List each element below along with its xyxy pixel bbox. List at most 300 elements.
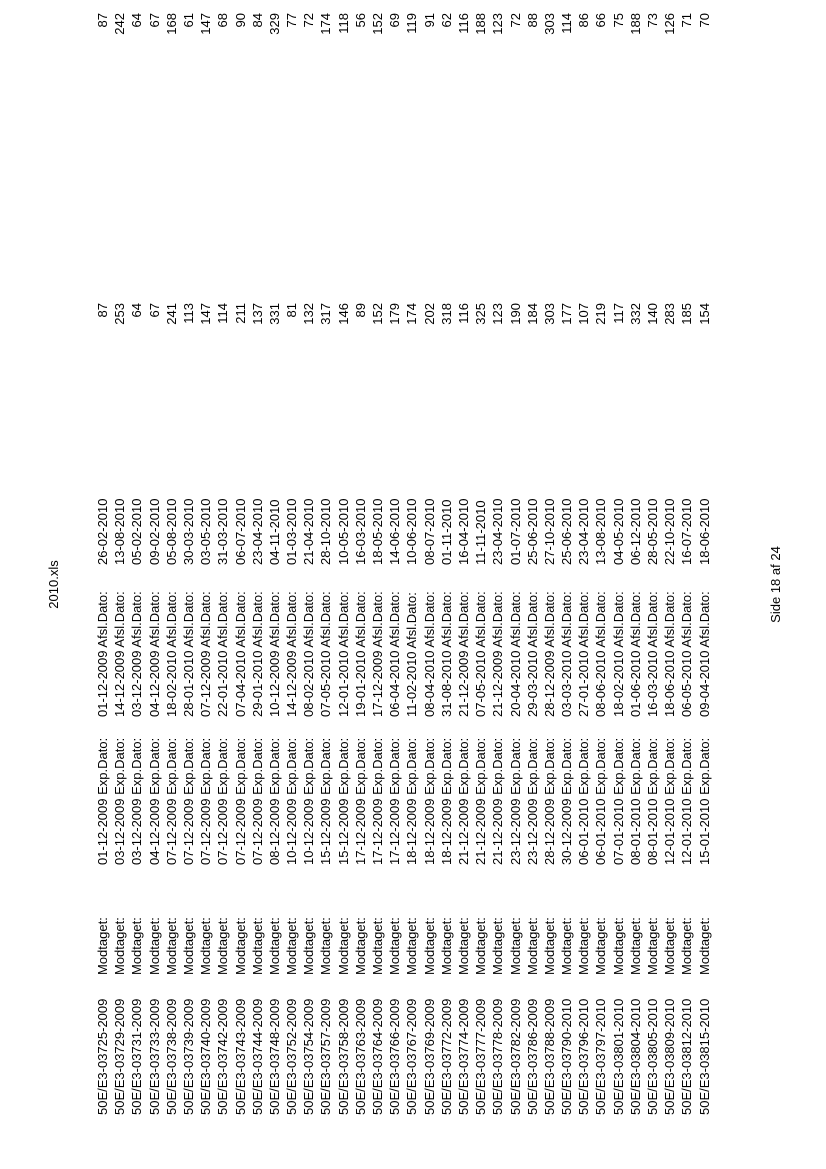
- exp-label: Exp.Dato:: [438, 737, 454, 795]
- received-exp-cell: [627, 738, 644, 865]
- received-exp-cell: [489, 738, 506, 865]
- exp-label: Exp.Dato:: [576, 737, 592, 795]
- received-exp-cell: [163, 738, 180, 865]
- closed-date: 03-05-2010: [198, 498, 214, 565]
- closed-date: 01-11-2010: [438, 499, 454, 565]
- received-exp-cell: [575, 738, 592, 865]
- case-id: 50E/E3-03778-2009: [490, 998, 506, 1115]
- total-days: 89: [352, 303, 368, 318]
- exp-label: Exp.Dato:: [421, 737, 437, 795]
- exp-label: Exp.Dato:: [301, 737, 317, 795]
- closed-label: Afsl.Dato:: [352, 591, 368, 648]
- total-days: 154: [696, 303, 712, 325]
- case-id: 50E/E3-03752-2009: [284, 998, 300, 1115]
- exp-date: 28-01-2010: [180, 650, 196, 717]
- received-date: 21-12-2009: [490, 798, 506, 865]
- exp-date: 07-04-2010: [232, 650, 248, 717]
- closed-label: Afsl.Dato:: [610, 591, 626, 648]
- table-row: [489, 15, 506, 1115]
- total-days: 87: [95, 303, 110, 318]
- closed-date: 27-10-2010: [541, 498, 557, 565]
- table-row: [644, 15, 661, 1115]
- exp-date: 03-12-2009: [129, 650, 145, 717]
- exp-date: 04-12-2009: [146, 650, 162, 717]
- closed-date: 05-08-2010: [163, 498, 179, 565]
- closed-label: Afsl.Dato:: [696, 591, 712, 648]
- received-date: 06-01-2010: [576, 798, 592, 865]
- received-label: Modtaget:: [679, 917, 695, 975]
- received-date: 17-12-2009: [370, 798, 385, 865]
- total-days: 113: [180, 303, 196, 324]
- received-exp-cell: [592, 738, 609, 865]
- exp-closed-cell: [507, 591, 524, 717]
- received-exp-cell: [197, 738, 214, 865]
- table-row: [128, 15, 145, 1115]
- case-id: 50E/E3-03740-2009: [198, 998, 214, 1115]
- total-days: 137: [249, 303, 265, 325]
- processing-days: 168: [163, 13, 179, 35]
- received-date: 21-12-2009: [473, 798, 489, 865]
- page-footer: Side 18 af 24: [768, 546, 783, 623]
- closed-label: Afsl.Dato:: [370, 591, 385, 648]
- received-date: 12-01-2010: [662, 798, 678, 865]
- closed-date: 08-07-2010: [421, 498, 437, 565]
- closed-date: 28-05-2010: [645, 498, 660, 565]
- closed-date: 10-05-2010: [335, 498, 351, 565]
- closed-label: Afsl.Dato:: [232, 591, 248, 648]
- exp-closed-cell: [146, 591, 163, 717]
- closed-date: 18-06-2010: [696, 498, 712, 565]
- exp-date: 19-01-2010: [352, 650, 368, 717]
- exp-label: Exp.Dato:: [593, 737, 609, 795]
- case-id: 50E/E3-03809-2010: [662, 998, 678, 1115]
- exp-date: 08-04-2010: [421, 650, 437, 717]
- table-row: [421, 15, 438, 1115]
- processing-days: 118: [335, 13, 351, 34]
- exp-label: Exp.Dato:: [215, 737, 231, 795]
- closed-label: Afsl.Dato:: [645, 591, 660, 648]
- received-exp-cell: [232, 738, 249, 865]
- exp-closed-cell: [610, 591, 627, 717]
- total-days: 132: [301, 303, 317, 325]
- received-date: 17-12-2009: [387, 798, 403, 865]
- received-exp-cell: [524, 738, 541, 865]
- closed-date: 04-11-2010: [266, 499, 282, 565]
- exp-date: 12-01-2010: [335, 650, 351, 717]
- exp-label: Exp.Dato:: [627, 737, 643, 795]
- closed-label: Afsl.Dato:: [576, 591, 592, 648]
- closed-date: 25-06-2010: [559, 498, 575, 565]
- exp-closed-cell: [283, 591, 300, 717]
- processing-days: 329: [266, 13, 282, 35]
- exp-closed-cell: [627, 591, 644, 717]
- received-exp-cell: [472, 738, 489, 865]
- received-exp-cell: [317, 738, 334, 865]
- received-date: 21-12-2009: [455, 798, 471, 865]
- total-days: 185: [679, 303, 695, 325]
- exp-label: Exp.Dato:: [473, 737, 489, 795]
- closed-date: 06-12-2010: [627, 498, 643, 565]
- closed-date: 11-11-2010: [473, 500, 489, 565]
- received-date: 07-12-2009: [180, 798, 196, 865]
- exp-date: 11-02-2010: [404, 651, 420, 717]
- processing-days: 68: [215, 13, 231, 28]
- table-row: [163, 15, 180, 1115]
- received-label: Modtaget:: [129, 917, 145, 975]
- exp-label: Exp.Dato:: [318, 737, 334, 795]
- total-days: 241: [163, 303, 179, 325]
- table-row: [592, 15, 609, 1115]
- closed-label: Afsl.Dato:: [284, 591, 300, 648]
- received-label: Modtaget:: [490, 917, 506, 975]
- exp-closed-cell: [558, 591, 575, 717]
- processing-days: 114: [559, 13, 575, 34]
- exp-date: 09-04-2010: [696, 650, 712, 717]
- exp-label: Exp.Dato:: [198, 737, 214, 795]
- received-exp-cell: [249, 738, 266, 865]
- closed-label: Afsl.Dato:: [163, 591, 179, 648]
- table-row: [283, 15, 300, 1115]
- exp-closed-cell: [386, 591, 403, 717]
- closed-label: Afsl.Dato:: [249, 591, 265, 648]
- case-id: 50E/E3-03769-2009: [421, 998, 437, 1115]
- received-label: Modtaget:: [215, 917, 231, 975]
- exp-date: 29-01-2010: [249, 650, 265, 717]
- received-date: 08-01-2010: [645, 798, 660, 865]
- total-days: 219: [593, 303, 609, 325]
- received-label: Modtaget:: [335, 917, 351, 975]
- exp-date: 18-02-2010: [163, 650, 179, 717]
- exp-date: 14-12-2009: [112, 650, 128, 717]
- total-days: 64: [129, 303, 145, 318]
- total-days: 211: [232, 303, 248, 324]
- closed-label: Afsl.Dato:: [627, 591, 643, 648]
- total-days: 147: [198, 303, 214, 325]
- total-days: 190: [507, 303, 523, 325]
- exp-closed-cell: [335, 591, 352, 717]
- received-label: Modtaget:: [266, 917, 282, 975]
- total-days: 303: [541, 303, 557, 325]
- closed-label: Afsl.Dato:: [473, 591, 489, 648]
- table-row: [266, 15, 283, 1115]
- closed-label: Afsl.Dato:: [455, 591, 471, 648]
- table-row: [610, 15, 627, 1115]
- received-date: 18-12-2009: [438, 798, 454, 865]
- exp-date: 22-01-2010: [215, 650, 231, 717]
- document-title: 2010.xls: [46, 560, 61, 609]
- received-date: 15-12-2009: [318, 798, 334, 865]
- exp-label: Exp.Dato:: [112, 737, 128, 795]
- case-id: 50E/E3-03757-2009: [318, 998, 334, 1115]
- processing-days: 86: [576, 13, 592, 28]
- case-id: 50E/E3-03797-2010: [593, 998, 609, 1115]
- closed-date: 09-02-2010: [146, 498, 162, 565]
- case-id: 50E/E3-03744-2009: [249, 998, 265, 1115]
- total-days: 146: [335, 303, 351, 325]
- received-date: 10-12-2009: [284, 798, 300, 865]
- closed-date: 16-07-2010: [679, 498, 695, 565]
- exp-closed-cell: [592, 591, 609, 717]
- received-date: 03-12-2009: [112, 798, 128, 865]
- closed-label: Afsl.Dato:: [129, 591, 145, 648]
- processing-days: 77: [284, 13, 300, 28]
- case-id: 50E/E3-03815-2010: [696, 998, 712, 1115]
- case-id: 50E/E3-03777-2009: [473, 998, 489, 1115]
- received-label: Modtaget:: [559, 917, 575, 975]
- exp-date: 03-03-2010: [559, 650, 575, 717]
- case-id: 50E/E3-03790-2010: [559, 998, 575, 1115]
- received-exp-cell: [438, 738, 455, 865]
- processing-days: 303: [541, 13, 557, 35]
- exp-date: 29-03-2010: [524, 650, 540, 717]
- received-date: 23-12-2009: [524, 798, 540, 865]
- closed-date: 01-07-2010: [507, 498, 523, 565]
- table-row: [369, 15, 386, 1115]
- closed-date: 23-04-2010: [576, 498, 592, 565]
- exp-closed-cell: [421, 591, 438, 717]
- exp-date: 18-06-2010: [662, 650, 678, 717]
- total-days: 325: [473, 303, 489, 325]
- closed-label: Afsl.Dato:: [146, 591, 162, 648]
- exp-closed-cell: [111, 591, 128, 717]
- exp-date: 31-08-2010: [438, 650, 454, 717]
- closed-date: 21-04-2010: [301, 498, 317, 565]
- processing-days: 64: [129, 13, 145, 28]
- received-label: Modtaget:: [95, 917, 110, 975]
- closed-date: 18-05-2010: [370, 498, 385, 565]
- exp-closed-cell: [678, 591, 695, 717]
- processing-days: 126: [662, 13, 678, 35]
- total-days: 177: [559, 303, 575, 325]
- received-exp-cell: [403, 738, 420, 865]
- total-days: 107: [576, 303, 592, 325]
- received-date: 07-12-2009: [198, 798, 214, 865]
- closed-label: Afsl.Dato:: [335, 591, 351, 648]
- closed-label: Afsl.Dato:: [524, 591, 540, 648]
- exp-closed-cell: [214, 591, 231, 717]
- exp-closed-cell: [128, 591, 145, 717]
- case-id: 50E/E3-03738-2009: [163, 998, 179, 1115]
- case-id: 50E/E3-03774-2009: [455, 998, 471, 1115]
- exp-label: Exp.Dato:: [284, 737, 300, 795]
- closed-label: Afsl.Dato:: [662, 591, 678, 648]
- received-exp-cell: [335, 738, 352, 865]
- processing-days: 174: [318, 13, 334, 35]
- processing-days: 67: [146, 13, 162, 28]
- processing-days: 72: [507, 13, 523, 28]
- closed-date: 05-02-2010: [129, 498, 145, 565]
- total-days: 332: [627, 303, 643, 325]
- exp-label: Exp.Dato:: [352, 737, 368, 795]
- case-id: 50E/E3-03743-2009: [232, 998, 248, 1115]
- case-id: 50E/E3-03748-2009: [266, 998, 282, 1115]
- received-exp-cell: [369, 738, 386, 865]
- case-id: 50E/E3-03786-2009: [524, 998, 540, 1115]
- received-exp-cell: [386, 738, 403, 865]
- case-id: 50E/E3-03804-2010: [627, 998, 643, 1115]
- total-days: 317: [318, 303, 334, 325]
- processing-days: 56: [352, 13, 368, 28]
- total-days: 184: [524, 303, 540, 325]
- table-row: [455, 15, 472, 1115]
- received-label: Modtaget:: [370, 917, 385, 975]
- exp-label: Exp.Dato:: [335, 737, 351, 795]
- received-label: Modtaget:: [232, 917, 248, 975]
- received-label: Modtaget:: [524, 917, 540, 975]
- received-exp-cell: [696, 738, 713, 865]
- exp-closed-cell: [94, 591, 111, 717]
- exp-date: 07-05-2010: [318, 650, 334, 717]
- closed-label: Afsl.Dato:: [679, 591, 695, 648]
- processing-days: 61: [180, 13, 196, 28]
- exp-label: Exp.Dato:: [559, 737, 575, 795]
- closed-label: Afsl.Dato:: [301, 591, 317, 648]
- exp-label: Exp.Dato:: [146, 737, 162, 795]
- exp-closed-cell: [524, 591, 541, 717]
- case-id: 50E/E3-03725-2009: [95, 998, 110, 1115]
- exp-label: Exp.Dato:: [129, 737, 145, 795]
- received-exp-cell: [266, 738, 283, 865]
- received-label: Modtaget:: [112, 917, 128, 975]
- table-row: [507, 15, 524, 1115]
- exp-closed-cell: [472, 591, 489, 717]
- processing-days: 66: [593, 13, 609, 28]
- received-label: Modtaget:: [541, 917, 557, 975]
- closed-date: 10-06-2010: [404, 498, 420, 565]
- exp-closed-cell: [249, 591, 266, 717]
- exp-closed-cell: [696, 591, 713, 717]
- processing-days: 75: [610, 13, 626, 28]
- case-id: 50E/E3-03742-2009: [215, 998, 231, 1115]
- received-date: 15-12-2009: [335, 798, 351, 865]
- received-date: 04-12-2009: [146, 798, 162, 865]
- closed-date: 22-10-2010: [662, 498, 678, 565]
- exp-date: 18-02-2010: [610, 650, 626, 717]
- processing-days: 188: [627, 13, 643, 35]
- processing-days: 123: [490, 13, 506, 35]
- processing-days: 72: [301, 13, 317, 28]
- record-list: [94, 15, 713, 1115]
- received-label: Modtaget:: [146, 917, 162, 975]
- received-exp-cell: [507, 738, 524, 865]
- exp-date: 21-12-2009: [455, 650, 471, 717]
- exp-closed-cell: [403, 592, 420, 717]
- exp-label: Exp.Dato:: [679, 737, 695, 795]
- received-exp-cell: [283, 738, 300, 865]
- received-exp-cell: [455, 738, 472, 865]
- received-date: 07-12-2009: [163, 798, 179, 865]
- exp-date: 21-12-2009: [490, 650, 506, 717]
- closed-date: 01-03-2010: [284, 498, 300, 565]
- closed-date: 14-06-2010: [387, 498, 403, 565]
- processing-days: 71: [679, 13, 695, 28]
- exp-closed-cell: [455, 591, 472, 717]
- case-id: 50E/E3-03764-2009: [370, 998, 385, 1115]
- received-label: Modtaget:: [455, 917, 471, 975]
- case-id: 50E/E3-03772-2009: [438, 998, 454, 1115]
- case-id: 50E/E3-03788-2009: [541, 998, 557, 1115]
- table-row: [696, 15, 713, 1115]
- received-exp-cell: [421, 738, 438, 865]
- closed-label: Afsl.Dato:: [318, 591, 334, 648]
- exp-label: Exp.Dato:: [163, 737, 179, 795]
- received-date: 08-12-2009: [266, 798, 282, 865]
- exp-label: Exp.Dato:: [95, 737, 110, 795]
- received-exp-cell: [94, 738, 111, 865]
- total-days: 116: [455, 303, 471, 324]
- exp-closed-cell: [317, 591, 334, 717]
- case-id: 50E/E3-03739-2009: [180, 998, 196, 1115]
- received-exp-cell: [644, 738, 661, 865]
- closed-date: 31-03-2010: [215, 498, 231, 565]
- table-row: [111, 15, 128, 1115]
- closed-label: Afsl.Dato:: [266, 591, 282, 648]
- closed-label: Afsl.Dato:: [112, 591, 128, 648]
- case-id: 50E/E3-03767-2009: [404, 998, 420, 1115]
- exp-label: Exp.Dato:: [249, 737, 265, 795]
- total-days: 123: [490, 303, 506, 325]
- closed-label: Afsl.Dato:: [490, 591, 506, 648]
- exp-label: Exp.Dato:: [232, 737, 248, 795]
- table-row: [541, 15, 558, 1115]
- received-exp-cell: [610, 738, 627, 865]
- table-row: [214, 15, 231, 1115]
- received-label: Modtaget:: [404, 917, 420, 975]
- exp-date: 08-02-2010: [301, 650, 317, 717]
- closed-date: 06-07-2010: [232, 498, 248, 565]
- closed-date: 04-05-2010: [610, 498, 626, 565]
- processing-days: 84: [249, 13, 265, 28]
- closed-date: 13-08-2010: [112, 498, 128, 565]
- exp-closed-cell: [300, 591, 317, 717]
- processing-days: 69: [387, 13, 403, 28]
- table-row: [627, 15, 644, 1115]
- total-days: 331: [266, 303, 282, 325]
- total-days: 81: [284, 303, 300, 318]
- total-days: 318: [438, 303, 454, 325]
- exp-date: 06-05-2010: [679, 650, 695, 717]
- exp-closed-cell: [266, 591, 283, 717]
- received-date: 18-12-2009: [404, 798, 420, 865]
- closed-label: Afsl.Dato:: [215, 591, 231, 648]
- total-days: 114: [215, 303, 231, 324]
- received-exp-cell: [300, 738, 317, 865]
- processing-days: 147: [198, 13, 214, 35]
- table-row: [94, 15, 111, 1115]
- exp-closed-cell: [644, 591, 661, 717]
- table-row: [335, 15, 352, 1115]
- received-date: 15-01-2010: [696, 798, 712, 865]
- exp-closed-cell: [541, 591, 558, 717]
- processing-days: 188: [473, 13, 489, 35]
- received-date: 12-01-2010: [679, 798, 695, 865]
- exp-date: 27-01-2010: [576, 650, 592, 717]
- total-days: 174: [404, 303, 420, 325]
- closed-label: Afsl.Dato:: [95, 591, 110, 648]
- case-id: 50E/E3-03796-2010: [576, 998, 592, 1115]
- closed-label: Afsl.Dato:: [387, 591, 403, 648]
- processing-days: 152: [370, 13, 385, 35]
- closed-label: Afsl.Dato:: [507, 591, 523, 648]
- closed-date: 25-06-2010: [524, 498, 540, 565]
- exp-label: Exp.Dato:: [662, 737, 678, 795]
- table-row: [232, 15, 249, 1115]
- table-row: [197, 15, 214, 1115]
- total-days: 179: [387, 303, 403, 325]
- closed-label: Afsl.Dato:: [421, 591, 437, 648]
- exp-date: 06-04-2010: [387, 650, 403, 717]
- case-id: 50E/E3-03729-2009: [112, 998, 128, 1115]
